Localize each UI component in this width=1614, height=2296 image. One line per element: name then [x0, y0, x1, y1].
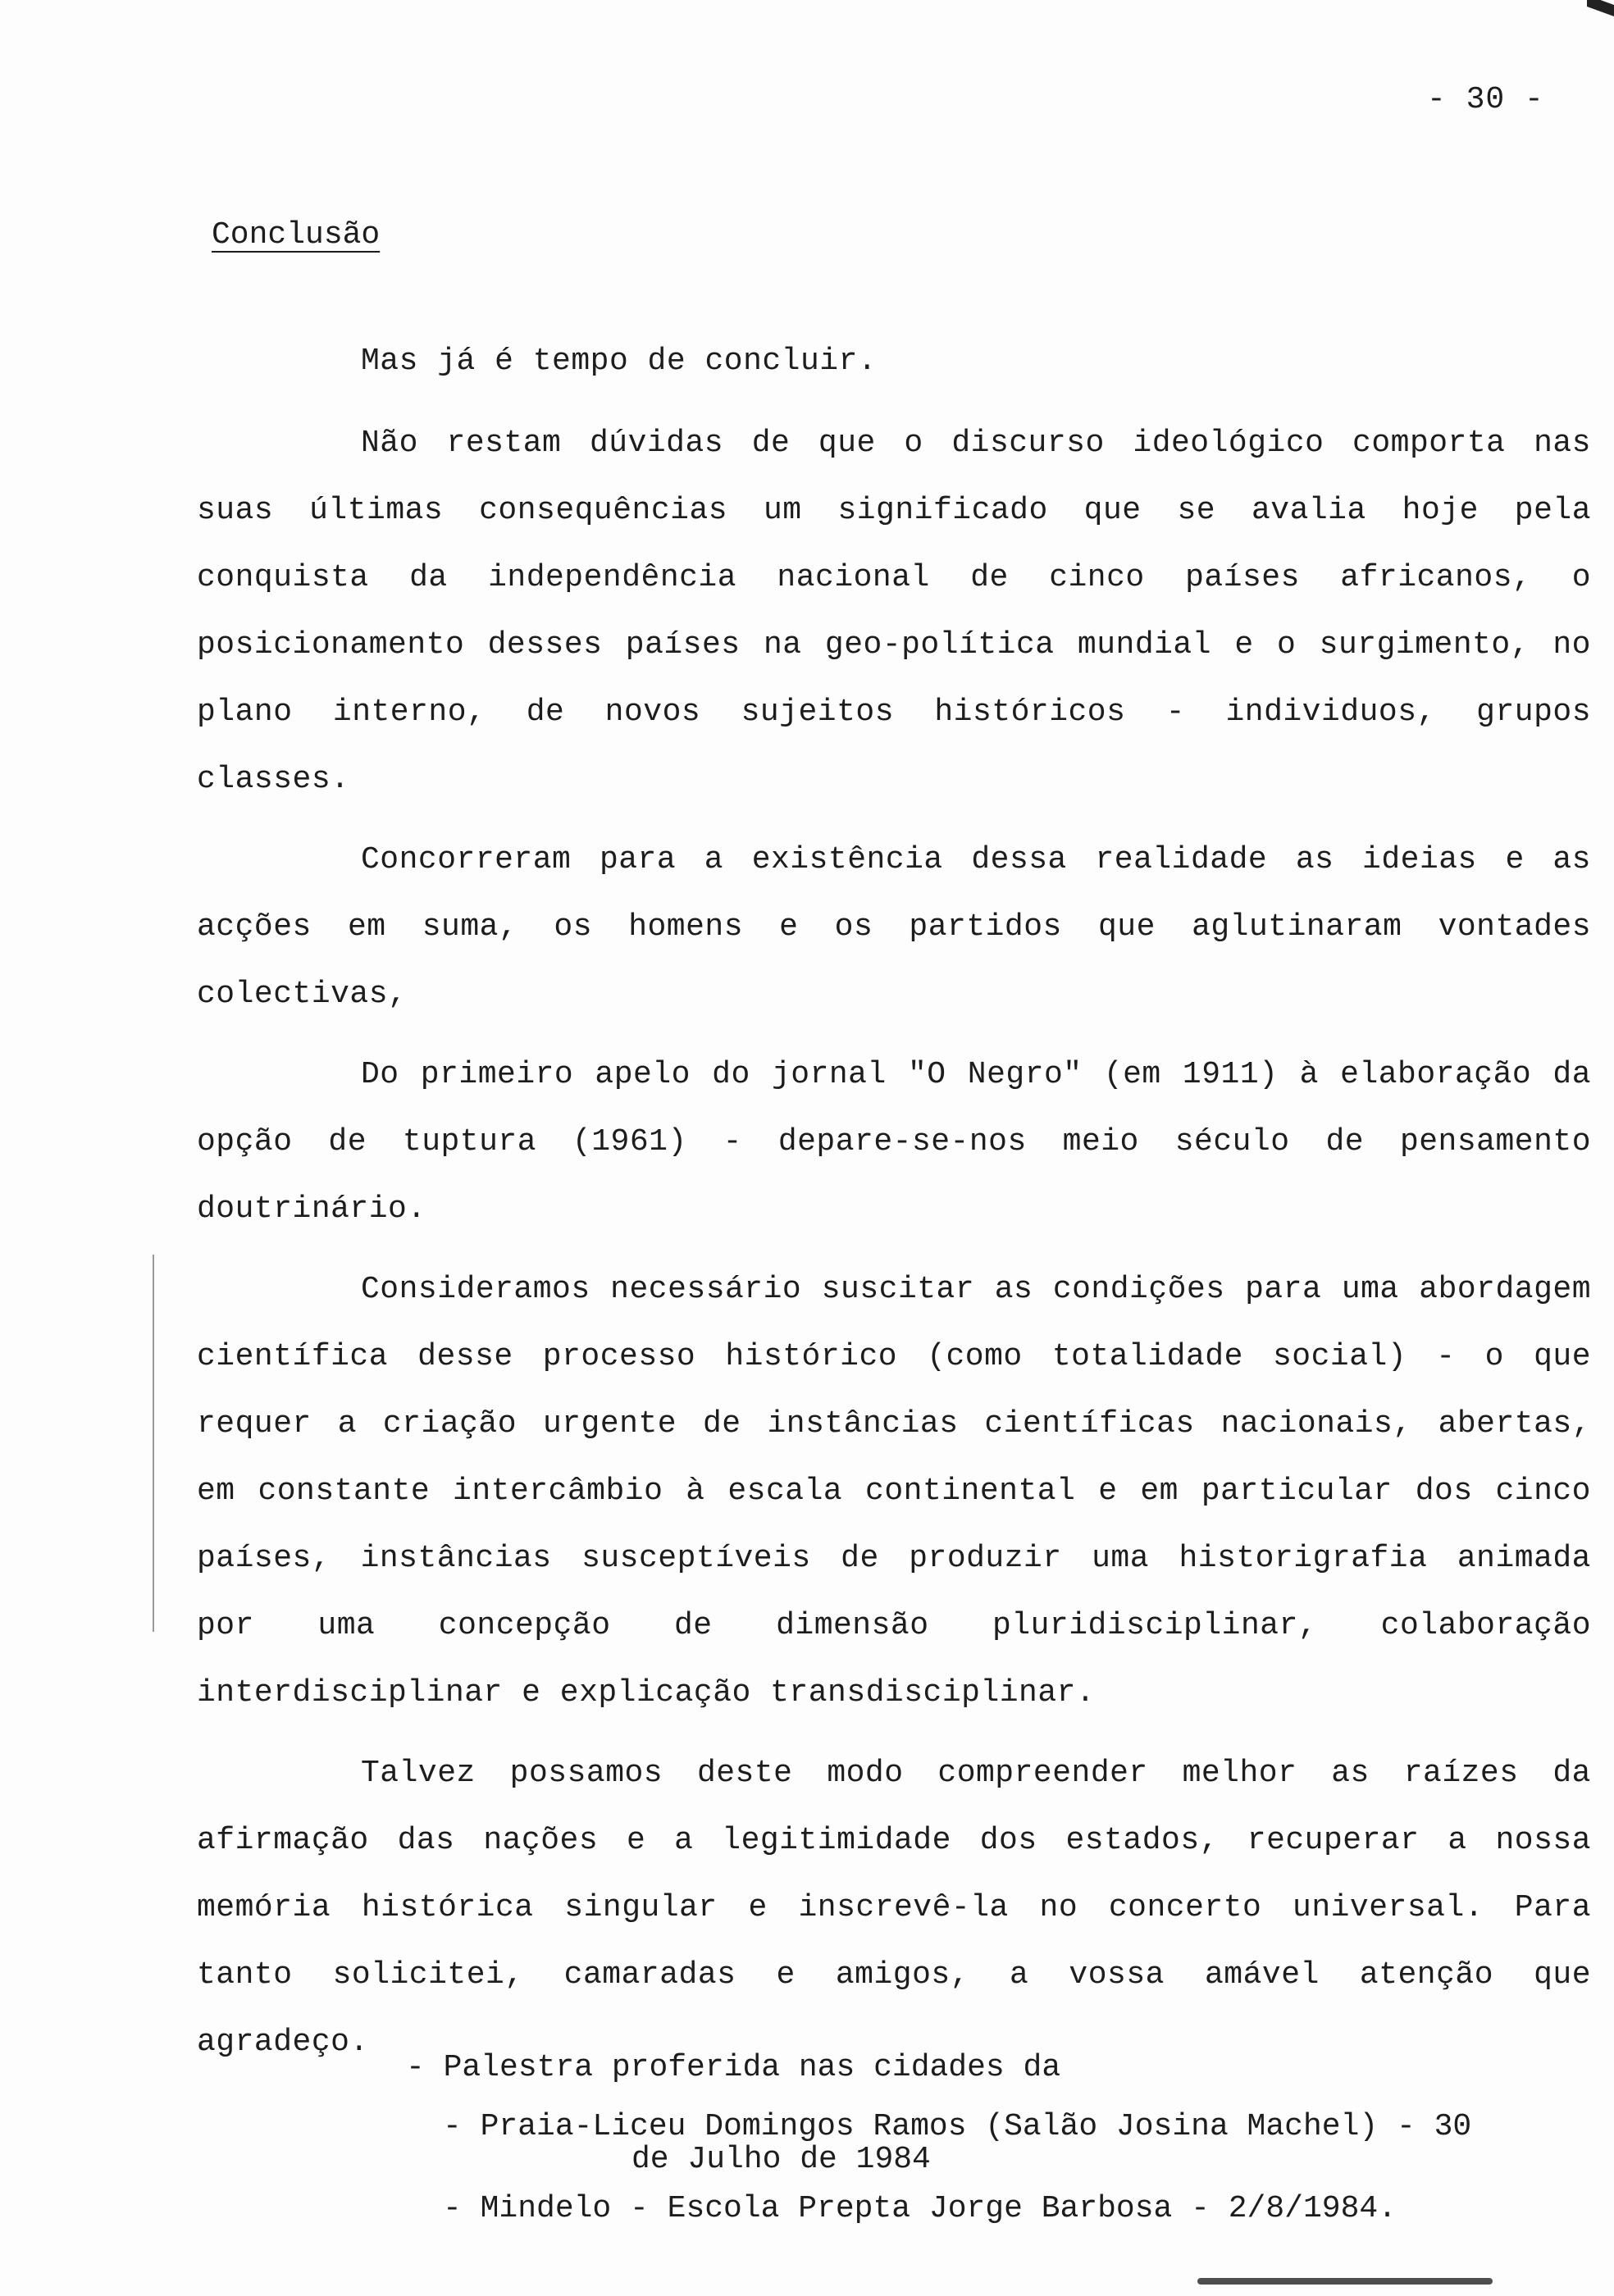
footnote-item-praia — [406, 2109, 1554, 2178]
footnote-item-mindelo: - Mindelo - Escola Prepta Jorge Barbosa - 2/8/1984. — [443, 2191, 1397, 2226]
body-text — [197, 328, 1591, 2089]
footnote-item-praia-line2: de Julho de 1984 — [631, 2142, 931, 2177]
paragraph-6: Talvez possamos deste modo compreender melhor as raízes da afirmação das nações e a legitimidade dos estados, recuperar a nossa memória histórica singular e inscrevê-la no concerto universal. Para tanto solicitei, camaradas e amigos, a vossa amável atenção que agradeço. — [197, 1756, 1591, 2060]
footnote-item-praia-line1: - Praia-Liceu Domingos Ramos (Salão Josina Machel) - 30 — [443, 2109, 1472, 2144]
paragraph-3: Concorreram para a existência dessa realidade as ideias e as acções em suma, os homens e os partidos que aglutinaram vontades colectivas, — [197, 842, 1591, 1012]
scan-bottom-smudge — [1197, 2278, 1493, 2285]
paragraph-4: Do primeiro apelo do jornal "O Negro" (em 1911) à elaboração da opção de tuptura (1961) - depare-se-nos meio século de pensamento doutrinário. — [197, 1057, 1591, 1227]
footnote-intro: - Palestra proferida nas cidades da — [406, 2050, 1061, 2085]
paragraph-2: Não restam dúvidas de que o discurso ideológico comporta nas suas últimas consequências um significado que se avalia hoje pela conquista da independência nacional de cinco países africanos, o posicionamento desses países na geo-política mundial e o surgimento, no plano interno, de novos sujeitos históricos - individuos, grupos classes. — [197, 426, 1591, 797]
paragraph-1: Mas já é tempo de concluir. — [361, 344, 878, 379]
paragraph-5: Consideramos necessário suscitar as condições para uma abordagem científica desse processo histórico (como totalidade social) - o que requer a criação urgente de instâncias científicas nacionais, abertas, em constante intercâmbio à escala continental e em particular dos cinco países, instâncias susceptíveis de produzir uma historigrafia animada por uma concepção de dimensão pluridisciplinar, colaboração interdisciplinar e explicação transdisciplinar. — [197, 1272, 1591, 1711]
page-number: - 30 - — [1427, 82, 1544, 117]
footnote — [406, 2050, 1554, 2240]
section-title: Conclusão — [212, 217, 381, 253]
scan-corner-mark — [1587, 0, 1614, 16]
scan-margin-line — [153, 1255, 154, 1632]
